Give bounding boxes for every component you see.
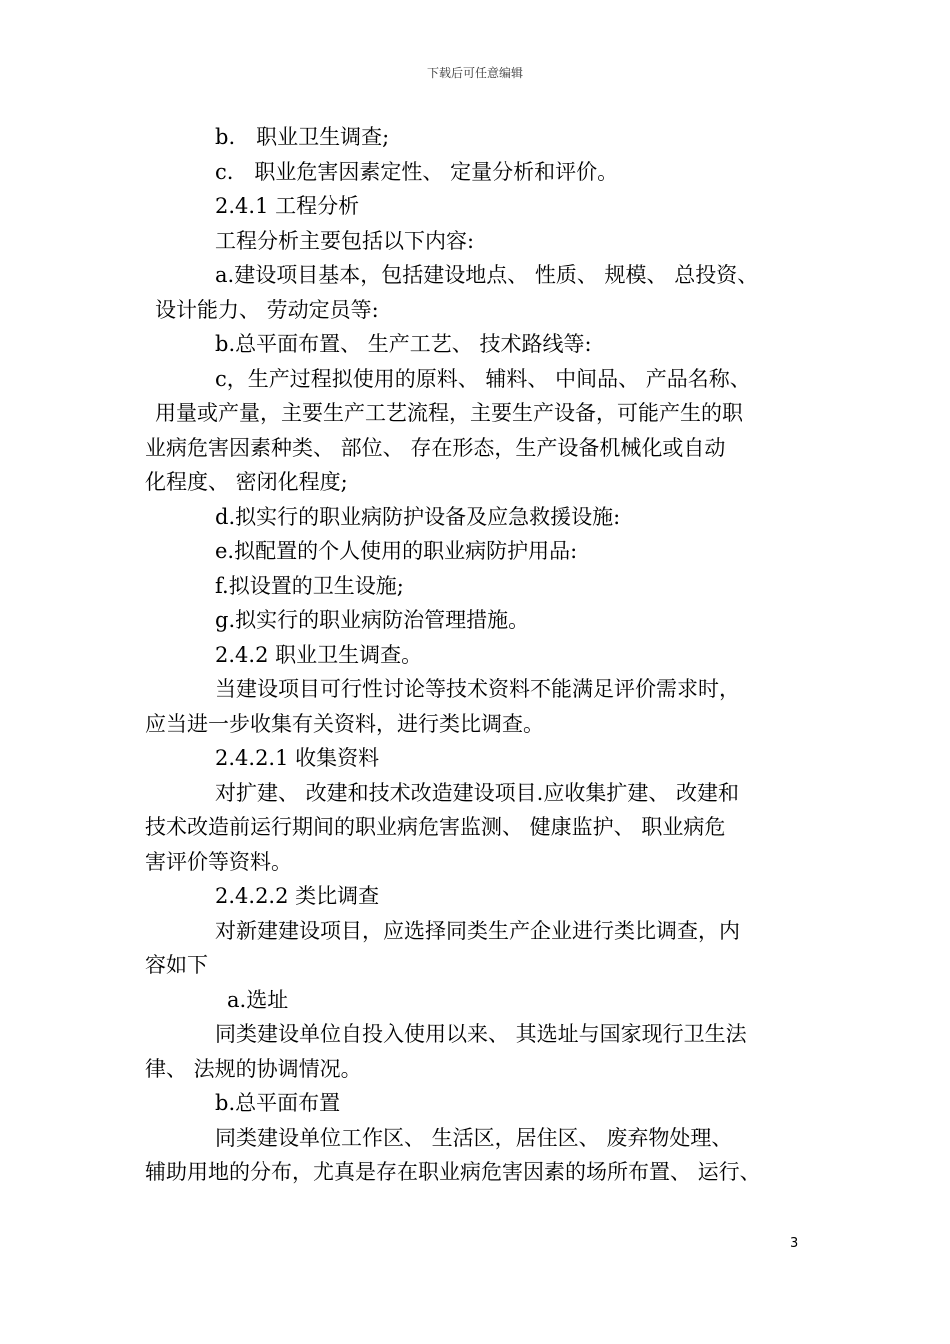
paragraph-line: 同类建设单位工作区、 生活区，居住区、 废弃物处理、 [215, 1125, 733, 1150]
paragraph-line: b.总平面布置、 生产工艺、 技术路线等: [215, 332, 592, 356]
page-header: 下载后可任意编辑 [426, 66, 523, 80]
paragraph-line: 辅助用地的分布，尤真是存在职业病危害因素的场所布置、 运行、 [145, 1160, 761, 1184]
paragraph-line: 当建设项目可行性讨论等技术资料不能满足评价需求时， [215, 677, 740, 701]
paragraph-line: d.拟实行的职业病防护设备及应急救援设施: [215, 504, 621, 529]
document-body [145, 120, 825, 1190]
paragraph-line: e.拟配置的个人使用的职业病防护用品: [215, 539, 578, 563]
paragraph-line: a.建设项目基本，包括建设地点、 性质、 规模、 总投资、 [215, 263, 759, 287]
section-heading: 2.4.2 职业卫生调查。 [215, 642, 423, 667]
list-item: b.总平面布置 [215, 1091, 341, 1115]
paragraph-line: c，生产过程拟使用的原料、 辅料、 中间品、 产品名称、 [215, 366, 751, 391]
section-heading: 2.4.1 工程分析 [215, 194, 360, 218]
paragraph-line: 应当进一步收集有关资料，进行类比调查。 [145, 711, 544, 736]
list-item: a.选址 [227, 987, 289, 1012]
paragraph-line: 工程分析主要包括以下内容: [215, 228, 475, 253]
paragraph-line: 设计能力、 劳动定员等: [155, 297, 379, 322]
paragraph-line: 对扩建、 改建和技术改造建设项目.应收集扩建、 改建和 [215, 780, 740, 805]
list-item: b. 职业卫生调查; [215, 125, 390, 149]
paragraph-line: 业病危害因素种类、 部位、 存在形态，生产设备机械化或自动 [145, 435, 726, 460]
paragraph-line: 用量或产量，主要生产工艺流程，主要生产设备，可能产生的职 [155, 401, 743, 425]
paragraph-line: 化程度、 密闭化程度; [145, 470, 348, 494]
section-heading: 2.4.2.2 类比调查 [215, 884, 380, 908]
paragraph-line: 技术改造前运行期间的职业病危害监测、 健康监护、 职业病危 [145, 815, 726, 839]
paragraph-line: 同类建设单位自投入使用以来、 其选址与国家现行卫生法 [215, 1022, 747, 1046]
paragraph-line: 害评价等资料。 [145, 849, 292, 874]
paragraph-line: 律、 法规的协调情况。 [145, 1056, 362, 1081]
paragraph-line: f.拟设置的卫生设施; [215, 573, 404, 598]
section-heading: 2.4.2.1 收集资料 [215, 746, 380, 770]
paragraph-line: 容如下 [145, 953, 208, 977]
list-item: c. 职业危害因素定性、 定量分析和评价。 [215, 159, 619, 184]
page-number: 3 [790, 1236, 799, 1251]
paragraph-line: 对新建建设项目，应选择同类生产企业进行类比调查，内 [215, 918, 740, 943]
paragraph-line: g.拟实行的职业病防治管理措施。 [215, 608, 530, 632]
